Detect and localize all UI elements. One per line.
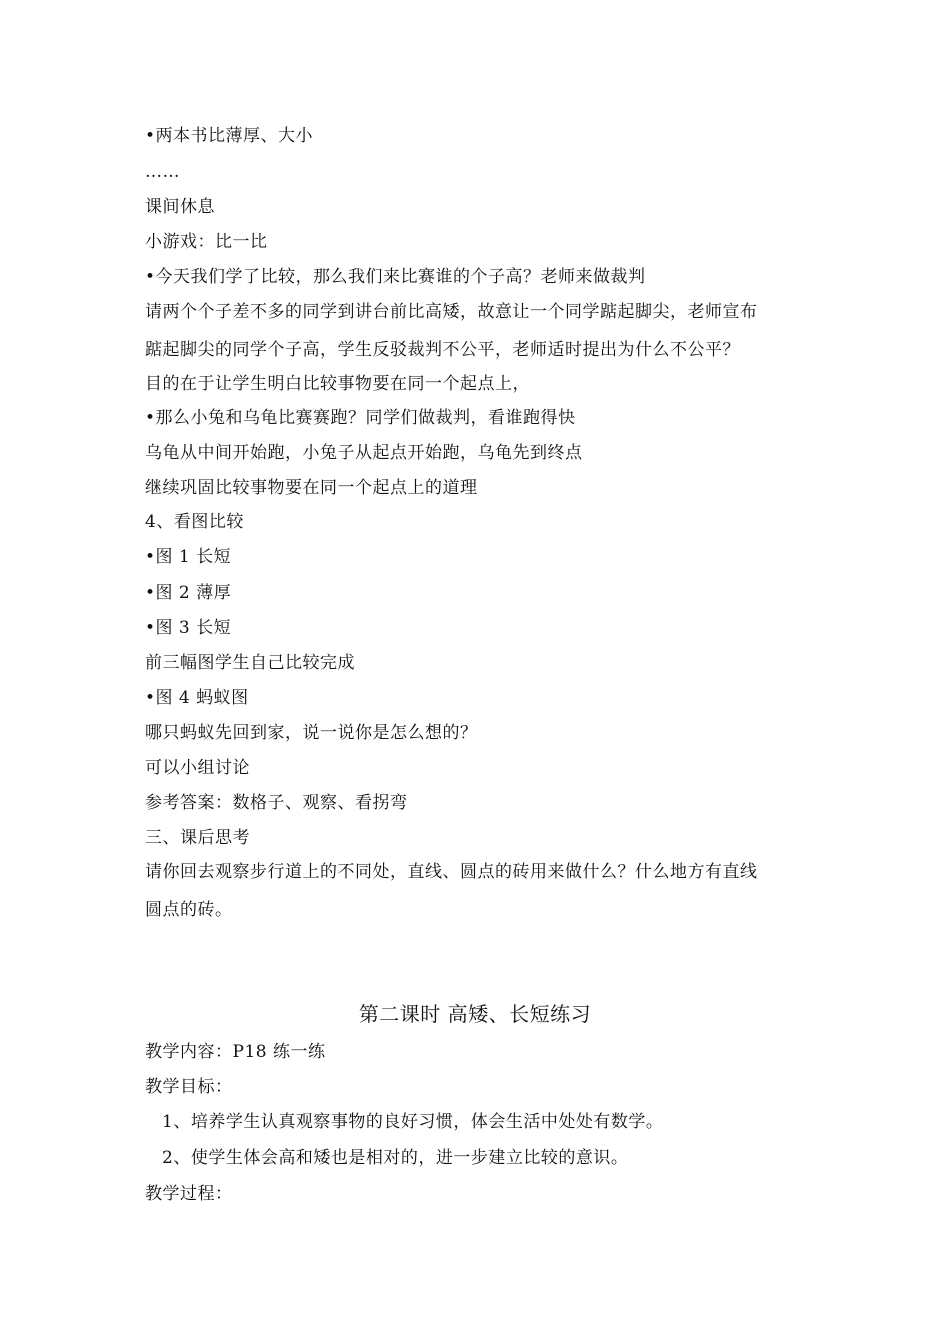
goal-item: 1、培养学生认真观察事物的良好习惯，体会生活中处处有数学。	[162, 1112, 664, 1132]
process-label: 教学过程：	[145, 1184, 233, 1204]
section-title: 第二课时 高矮、长短练习	[358, 1002, 592, 1026]
text-line: ……	[145, 162, 180, 182]
text-line: 请两个个子差不多的同学到讲台前比高矮，故意让一个同学踮起脚尖，老师宣布	[145, 302, 758, 322]
text-line: 参考答案：数格子、观察、看拐弯	[145, 793, 408, 813]
text-line: 目的在于让学生明白比较事物要在同一个起点上，	[145, 374, 530, 394]
text-line: •图 4 蚂蚁图	[145, 688, 249, 708]
text-line: •图 2 薄厚	[145, 583, 232, 603]
text-line: 踮起脚尖的同学个子高，学生反驳裁判不公平，老师适时提出为什么不公平？	[145, 340, 740, 360]
text-line: 可以小组讨论	[145, 758, 250, 778]
text-line: •两本书比薄厚、大小	[145, 126, 314, 146]
text-line: 圆点的砖。	[145, 900, 233, 920]
text-line: •今天我们学了比较，那么我们来比赛谁的个子高？老师来做裁判	[145, 267, 646, 287]
text-line: •图 1 长短	[145, 547, 232, 567]
text-line: 前三幅图学生自己比较完成	[145, 653, 355, 673]
teaching-content: 教学内容：P18 练一练	[145, 1042, 326, 1062]
text-line: 课间休息	[145, 197, 215, 217]
text-line: •图 3 长短	[145, 618, 232, 638]
text-line: 4、看图比较	[145, 512, 244, 532]
text-line: 小游戏：比一比	[145, 232, 268, 252]
text-line: •那么小兔和乌龟比赛赛跑？同学们做裁判，看谁跑得快	[145, 408, 576, 428]
text-line: 请你回去观察步行道上的不同处，直线、圆点的砖用来做什么？什么地方有直线	[145, 862, 758, 882]
goals-label: 教学目标：	[145, 1077, 233, 1097]
text-line: 三、课后思考	[145, 828, 250, 848]
text-line: 乌龟从中间开始跑，小兔子从起点开始跑，乌龟先到终点	[145, 443, 583, 463]
text-line: 哪只蚂蚁先回到家，说一说你是怎么想的？	[145, 723, 478, 743]
goal-item: 2、使学生体会高和矮也是相对的，进一步建立比较的意识。	[162, 1148, 629, 1168]
text-line: 继续巩固比较事物要在同一个起点上的道理	[145, 478, 478, 498]
